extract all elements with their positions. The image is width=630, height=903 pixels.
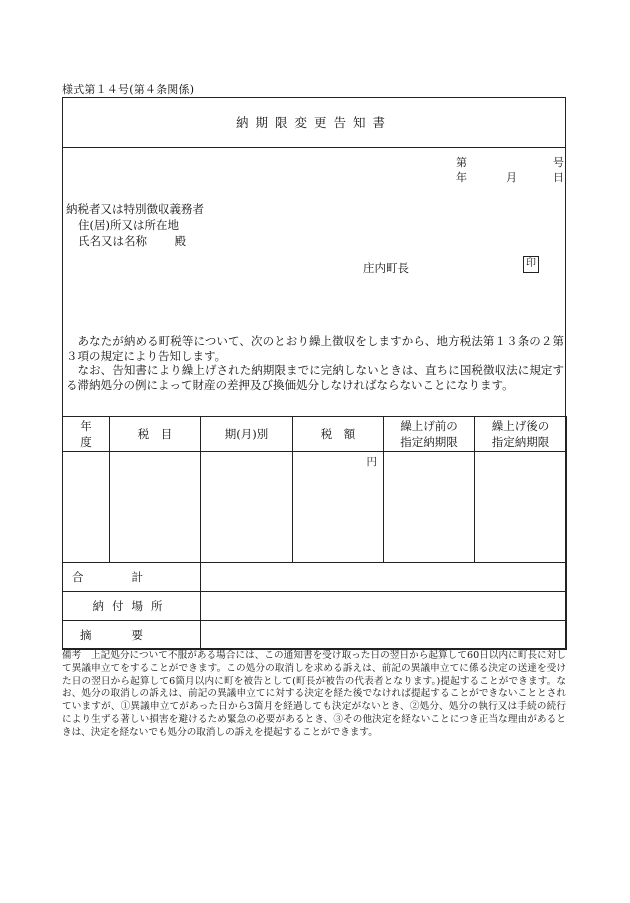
honorific: 殿 <box>174 234 187 248</box>
cell-year[interactable] <box>63 452 110 563</box>
address-label: 住(居)所又は所在地 <box>78 218 179 232</box>
table-header-row <box>63 417 567 452</box>
header-year <box>63 417 110 452</box>
date-year: 年 <box>456 171 467 184</box>
form-number: 様式第１４号(第４条関係) <box>62 83 195 96</box>
header-deadline-before <box>384 417 475 452</box>
number-prefix: 第 <box>456 156 467 169</box>
date-month: 月 <box>506 171 517 184</box>
payment-place-value[interactable] <box>201 592 567 621</box>
notice-paragraph-2: なお、告知書により繰上げされた納期限までに完納しないときは、直ちに国税徴収法に規定する滞納処分の例によって財産の差押及び換価処分しなければならないことになります。 <box>66 363 564 392</box>
header-before-line2: 指定納期限 <box>400 435 458 449</box>
payment-place-label: 納付場所 <box>63 592 201 621</box>
cell-deadline-before[interactable] <box>384 452 475 563</box>
cell-period[interactable] <box>201 452 293 563</box>
name-label: 氏名又は名称 <box>78 234 147 248</box>
total-label: 合計 <box>63 563 201 592</box>
header-year-bottom: 度 <box>80 435 92 449</box>
header-after-line1: 繰上げ後の <box>491 419 550 433</box>
header-before-line1: 繰上げ前の <box>400 419 458 433</box>
name-label-row <box>66 233 204 249</box>
seal-mark: 印 <box>523 256 539 273</box>
cell-amount[interactable]: 円 <box>293 452 384 563</box>
total-value[interactable] <box>201 563 567 592</box>
issuer: 庄内町長 <box>363 261 409 275</box>
tax-table <box>62 416 567 650</box>
header-deadline-after <box>475 417 567 452</box>
cell-deadline-after[interactable] <box>475 452 567 563</box>
total-row <box>63 563 567 592</box>
addressee-type: 納税者又は特別徴収義務者 <box>66 202 204 216</box>
notice-paragraph-1: あなたが納める町税等について、次のとおり繰上徴収をしますから、地方税法第１３条の２第３項の規定により告知します。 <box>66 334 564 363</box>
form-title: 納期限変更告知書 <box>63 98 565 148</box>
header-amount: 税 額 <box>293 417 384 452</box>
header-tax-item: 税 目 <box>110 417 201 452</box>
header-after-line2: 指定納期限 <box>491 435 550 449</box>
notice-text <box>66 334 564 392</box>
payment-place-row <box>63 592 567 621</box>
header-period: 期(月)別 <box>201 417 293 452</box>
summary-label: 摘要 <box>63 621 201 650</box>
table-body-row <box>63 452 567 563</box>
summary-value[interactable] <box>201 621 567 650</box>
addressee-block <box>66 201 204 249</box>
summary-row <box>63 621 567 650</box>
date-day: 日 <box>553 171 564 184</box>
header-year-top: 年 <box>80 419 92 433</box>
number-suffix: 号 <box>553 156 564 169</box>
cell-tax-item[interactable] <box>110 452 201 563</box>
form-box <box>62 97 566 649</box>
remarks-text: 備考 上記処分について不服がある場合には、この通知書を受け取った日の翌日から起算して60日以内に町長に対して異議申立てをすることができます。この処分の取消しを求める訴えは、前記の異議申立てに係る決定の送達を受けた日の翌日から起算して6箇月以内に町を被告として(町長が被告の代表者となります。)提起することができます。なお、処分の取消しの訴えは、前記の異議申立てに対する決定を経た後でなければ提起することができないこととされていますが、①異議申立てがあった日から3箇月を経過しても決定がないとき、②処分、処分の執行又は手続の続行により生ずる著しい損害を避けるため緊急の必要があるとき、③その他決定を経ないことにつき正当な理由があるときは、決定を経ないでも処分の取消しの訴えを提起することができます。 <box>62 650 566 738</box>
